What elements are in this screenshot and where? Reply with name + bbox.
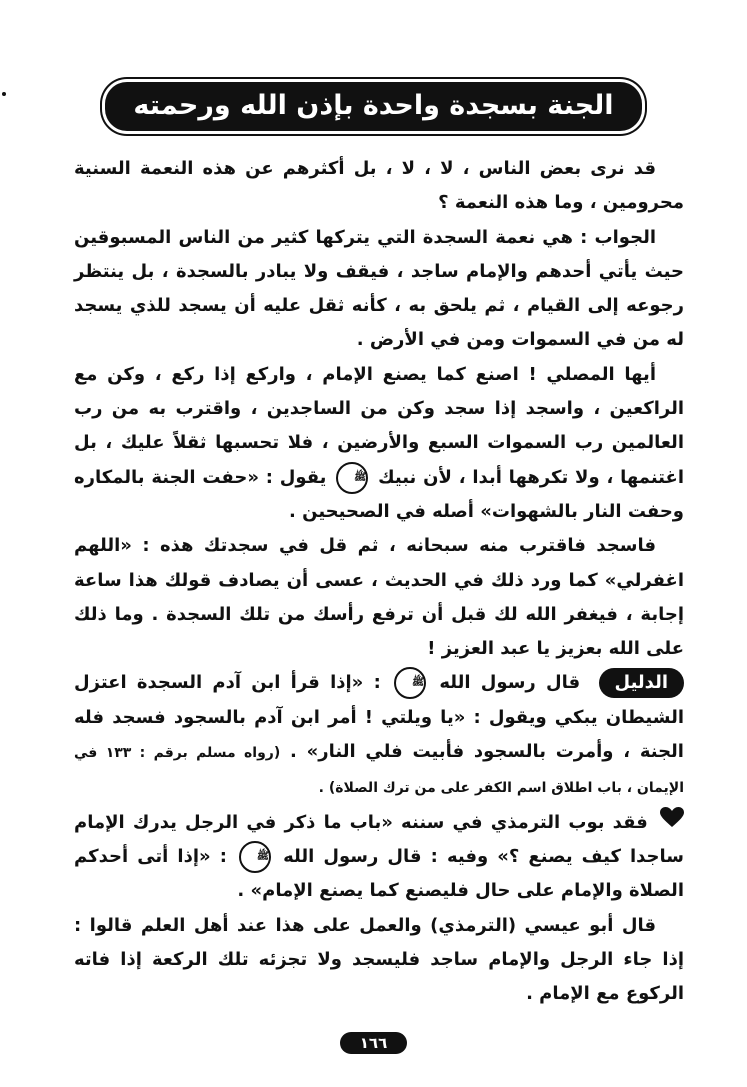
paragraph-intro: قد نرى بعض الناس ، لا ، لا ، بل أكثرهم عن هذه النعمة السنية محرومين ، وما هذه النعمة ؟ <box>74 158 684 214</box>
heart-icon <box>660 806 684 840</box>
paragraph-advice-text: أيها المصلي ! اصنع كما يصنع الإمام ، واركع إذا ركع ، وكن مع الراكعين ، واسجد إذا سجد وكن من الساجدين ، واقترب به من رب العالمين رب السموات السبع والأرضين ، فلا تحسبها ثقلاً عليك ، بل اغتنمها ، ولا تكرهها أبدا ، لأن نبيك <box>74 363 684 488</box>
title-banner <box>0 82 747 131</box>
evidence-text-b: : «إذا قرأ ابن آدم السجدة اعتزل الشيطان يبكي ويقول : «يا ويلتي ! أمر ابن آدم بالسجود فسجد فله الجنة ، وأمرت بالسجود فأبيت فلي النار» . <box>74 672 684 763</box>
paragraph-abu-isa: قال أبو عيسي (الترمذي) والعمل على هذا عند أهل العلم قالوا : إذا جاء الرجل والإمام ساجد فليسجد ولا تجزئه تلك الركعة إذا فاته الركوع مع الإمام . <box>74 914 684 1005</box>
paragraph-tirmidhi <box>74 806 684 909</box>
evidence-citation: (رواه مسلم برقم : ١٣٣ في الإيمان ، باب اطلاق اسم الكفر على من ترك الصلاة) . <box>74 745 684 797</box>
paragraph-answer: الجواب : هي نعمة السجدة التي يتركها كثير من الناس المسبوقين حيث يأتي أحدهم والإمام ساجد ، فيقف ولا يبادر بالسجدة ، بل ينتظر رجوعه إلى القيام ، ثم يلحق به ، كأنه ثقل عليه أن يسجد للذي يسجد له من في السموات ومن في الأرض . <box>74 226 684 351</box>
paragraph-advice-hadith: يقول : «حفت الجنة بالمكاره وحفت النار بالشهوات» أصله في الصحيحين . <box>74 466 684 522</box>
pbuh-seal-icon: ﷺ <box>394 667 426 699</box>
evidence-label: الدليل <box>599 668 685 698</box>
evidence-text-a: قال رسول الله <box>439 672 581 694</box>
tirmidhi-text-b: : «إذا أتى أحدكم الصلاة والإمام على حال فليصنع كما يصنع الإمام» . <box>74 846 684 902</box>
page-number-wrap <box>0 1032 747 1054</box>
paragraph-prostrate: فاسجد فاقترب منه سبحانه ، ثم قل في سجدتك هذه : «اللهم اغفرلي» كما ورد ذلك في الحديث ، عسى أن يصادف قولك هذا ساعة إجابة ، فيغفر الله لك قبل أن ترفع رأسك من تلك السجدة . وما ذلك على الله بعزيز يا عبد العزيز ! <box>74 535 684 660</box>
page-number: ١٦٦ <box>340 1032 407 1054</box>
page-title: الجنة بسجدة واحدة بإذن الله ورحمته <box>105 82 641 131</box>
pbuh-seal-icon: ﷺ <box>336 462 368 494</box>
paragraph-advice <box>74 358 684 529</box>
tirmidhi-text-a: فقد بوب الترمذي في سننه «باب ما ذكر في الرجل يدرك الإمام ساجدا كيف يصنع ؟» وفيه : قال رسول الله <box>74 811 684 868</box>
pbuh-seal-icon: ﷺ <box>239 841 271 873</box>
paragraph-evidence <box>74 666 684 805</box>
body-text <box>74 152 684 1012</box>
